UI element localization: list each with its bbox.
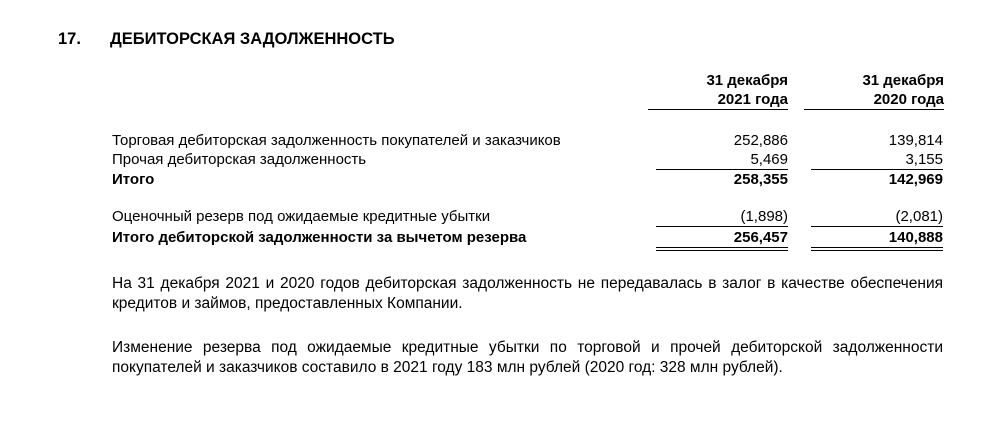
row-label: Торговая дебиторская задолженность покупателей и заказчиков <box>112 132 561 149</box>
row-value-2021: 5,469 <box>750 151 788 168</box>
table-row <box>0 150 984 169</box>
note-paragraph-allowance-change: Изменение резерва под ожидаемые кредитные убытки по торговой и прочей дебиторской задолженности покупателей и заказчиков составило в 2021 году 183 млн рублей (2020 год: 328 млн рублей). <box>112 339 943 376</box>
column-header-2021-line2: 2021 года <box>648 90 788 110</box>
note-paragraph-pledge: На 31 декабря 2021 и 2020 годов дебиторская задолженность не передавалась в залог в качестве обеспечения кредитов и займов, предоставленных Компании. <box>112 275 943 312</box>
total-row <box>0 170 984 189</box>
row-value-2020: 140,888 <box>888 229 943 246</box>
row-value-2021: (1,898) <box>740 208 788 225</box>
table-row <box>0 207 984 226</box>
net-total-row <box>0 228 984 247</box>
row-label: Оценочный резерв под ожидаемые кредитные убытки <box>112 208 491 225</box>
table-row <box>0 131 984 150</box>
column-header-2020 <box>804 71 944 110</box>
column-header-2021-line1: 31 декабря <box>706 72 788 89</box>
row-value-2020: (2,081) <box>895 208 943 225</box>
section-number: 17. <box>58 30 81 48</box>
section-title: ДЕБИТОРСКАЯ ЗАДОЛЖЕННОСТЬ <box>110 30 395 48</box>
row-value-2021: 256,457 <box>733 229 788 246</box>
row-label: Прочая дебиторская задолженность <box>112 151 367 168</box>
row-value-2020: 142,969 <box>888 171 943 188</box>
column-header-2020-line1: 31 декабря <box>862 72 944 89</box>
column-header-2020-line2: 2020 года <box>804 90 944 110</box>
double-rule-bottom-2020 <box>811 250 943 251</box>
row-value-2020: 3,155 <box>905 151 943 168</box>
row-value-2021: 258,355 <box>733 171 788 188</box>
row-label: Итого дебиторской задолженности за вычетом резерва <box>112 229 527 246</box>
double-rule-top-2020 <box>811 247 943 248</box>
row-value-2020: 139,814 <box>888 132 943 149</box>
double-rule-top-2021 <box>656 247 788 248</box>
column-header-2021 <box>648 71 788 110</box>
double-rule-bottom-2021 <box>656 250 788 251</box>
net-rule-2021 <box>656 226 788 227</box>
net-rule-2020 <box>811 226 943 227</box>
row-label: Итого <box>112 171 155 188</box>
row-value-2021: 252,886 <box>733 132 788 149</box>
